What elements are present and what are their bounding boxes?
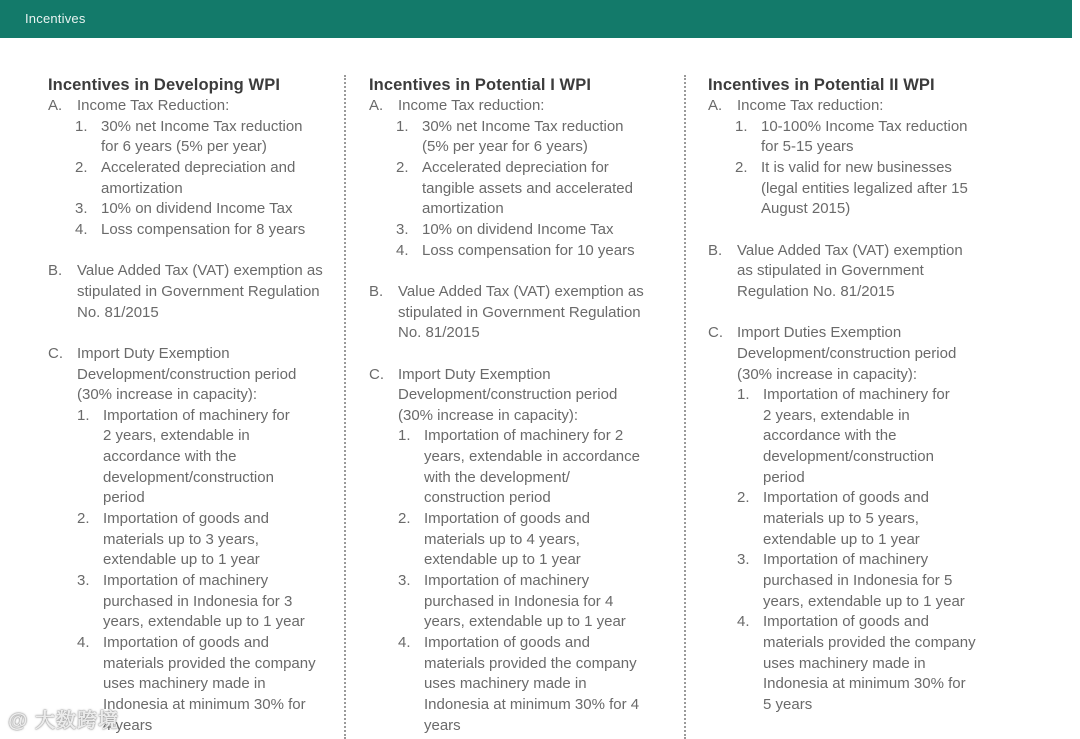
section-letter: B. <box>369 282 384 300</box>
list-item <box>735 117 988 158</box>
item-number: 2. <box>75 158 88 176</box>
header-bar <box>0 0 1072 38</box>
item-text: Loss compensation for 10 years <box>422 241 635 259</box>
item-number: 1. <box>75 117 88 135</box>
column-title: Incentives in Potential I WPI <box>369 76 592 94</box>
item-text: Importation of machinery for 2 years, extendable in accordance with the development/construction period <box>763 386 950 486</box>
item-number: 1. <box>398 427 411 445</box>
list-item <box>77 406 323 509</box>
item-number: 4. <box>737 613 750 631</box>
list-item <box>77 509 323 571</box>
list-item <box>737 488 988 550</box>
item-text: 10-100% Income Tax reduction for 5-15 years <box>761 117 968 156</box>
section-c <box>369 365 659 737</box>
section-text: Income Tax reduction: <box>398 97 545 114</box>
section-a <box>708 96 988 220</box>
section-b <box>48 261 323 323</box>
section-a <box>48 96 323 241</box>
list-item <box>735 158 988 220</box>
section-c <box>48 344 323 736</box>
column-title: Incentives in Potential II WPI <box>708 76 935 94</box>
item-text: Importation of goods and materials provided the company uses machinery made in Indonesia at minimum 30% for 4 years <box>103 634 316 734</box>
item-text: Importation of machinery purchased in Indonesia for 4 years, extendable up to 1 year <box>424 572 626 631</box>
list-item <box>398 426 659 509</box>
item-text: It is valid for new businesses (legal entities legalized after 15 August 2015) <box>761 158 968 218</box>
column-divider <box>344 75 346 739</box>
item-number: 2. <box>398 510 411 528</box>
section-text: Import Duty Exemption Development/construction period (30% increase in capacity): <box>398 365 618 424</box>
item-number: 3. <box>77 572 90 590</box>
list-item <box>75 158 323 199</box>
item-text: Importation of goods and materials up to 5 years, extendable up to 1 year <box>763 489 929 548</box>
section-letter: A. <box>708 97 723 114</box>
list-item <box>737 550 988 612</box>
list-item <box>396 117 659 158</box>
section-letter: C. <box>708 324 723 342</box>
section-letter: B. <box>48 262 63 280</box>
item-text: Importation of goods and materials up to 3 years, extendable up to 1 year <box>103 510 269 569</box>
item-number: 1. <box>77 406 90 424</box>
item-text: Importation of machinery purchased in Indonesia for 5 years, extendable up to 1 year <box>763 551 965 610</box>
section-text: Income Tax Reduction: <box>77 97 230 114</box>
item-number: 2. <box>737 489 750 507</box>
item-text: 10% on dividend Income Tax <box>422 220 614 238</box>
column-divider <box>684 75 686 739</box>
section-a <box>369 96 659 261</box>
item-number: 3. <box>75 200 88 218</box>
item-number: 4. <box>396 241 409 259</box>
watermark: @ 大数跨境 <box>8 710 120 732</box>
section-text: Value Added Tax (VAT) exemption as stipulated in Government Regulation No. 81/2015 <box>398 282 644 342</box>
section-b <box>369 282 659 344</box>
item-text: Accelerated depreciation for tangible assets and accelerated amortization <box>422 158 633 218</box>
item-text: Importation of machinery for 2 years, extendable in accordance with the development/ construction period <box>424 427 640 507</box>
section-letter: B. <box>708 241 723 259</box>
section-text: Value Added Tax (VAT) exemption as stipulated in Government Regulation No. 81/2015 <box>737 241 963 300</box>
list-item <box>737 612 988 715</box>
item-number: 3. <box>398 572 411 590</box>
item-number: 2. <box>396 158 409 176</box>
section-c <box>708 323 988 715</box>
section-text: Import Duty Exemption Development/construction period (30% increase in capacity): <box>77 344 297 404</box>
list-item <box>75 117 323 158</box>
item-number: 4. <box>77 634 90 652</box>
list-item <box>75 220 323 241</box>
section-b <box>708 241 988 303</box>
item-number: 2. <box>735 158 748 176</box>
item-number: 4. <box>398 634 411 652</box>
list-item <box>396 158 659 220</box>
list-item <box>396 220 659 241</box>
item-text: Importation of machinery purchased in Indonesia for 3 years, extendable up to 1 year <box>103 572 305 631</box>
section-letter: C. <box>48 344 63 362</box>
item-text: Importation of machinery for 2 years, extendable in accordance with the development/construction period <box>103 406 290 507</box>
section-text: Income Tax reduction: <box>737 97 884 114</box>
list-item <box>398 571 659 633</box>
item-number: 4. <box>75 220 88 238</box>
item-number: 3. <box>396 220 409 238</box>
item-text: 10% on dividend Income Tax <box>101 200 293 218</box>
list-item <box>75 199 323 220</box>
item-text: Importation of goods and materials provided the company uses machinery made in Indonesia at minimum 30% for 5 years <box>763 613 976 713</box>
section-letter: C. <box>369 365 384 383</box>
section-text: Value Added Tax (VAT) exemption as stipulated in Government Regulation No. 81/2015 <box>77 262 323 321</box>
item-text: Loss compensation for 8 years <box>101 220 306 238</box>
item-number: 1. <box>396 117 409 135</box>
item-text: 30% net Income Tax reduction for 6 years (5% per year) <box>101 117 303 156</box>
section-letter: A. <box>48 97 63 114</box>
column-potential-ii-wpi <box>708 75 988 716</box>
item-number: 2. <box>77 510 90 528</box>
item-number: 3. <box>737 551 750 569</box>
section-letter: A. <box>369 97 384 114</box>
item-number: 1. <box>735 117 748 135</box>
item-text: 30% net Income Tax reduction (5% per year for 6 years) <box>422 117 624 156</box>
item-text: Importation of goods and materials up to 4 years, extendable up to 1 year <box>424 510 590 569</box>
column-potential-i-wpi <box>369 75 659 736</box>
item-number: 1. <box>737 386 750 404</box>
list-item <box>398 509 659 571</box>
list-item <box>396 241 659 262</box>
list-item <box>737 385 988 488</box>
column-title: Incentives in Developing WPI <box>48 76 281 94</box>
item-text: Importation of goods and materials provided the company uses machinery made in Indonesia at minimum 30% for 4 years <box>424 634 640 734</box>
item-text: Accelerated depreciation and amortization <box>101 158 296 197</box>
column-developing-wpi <box>48 75 323 736</box>
list-item <box>398 633 659 736</box>
header-title: Incentives <box>25 11 86 26</box>
list-item <box>77 571 323 633</box>
section-text: Import Duties Exemption Development/construction period (30% increase in capacity): <box>737 324 957 383</box>
